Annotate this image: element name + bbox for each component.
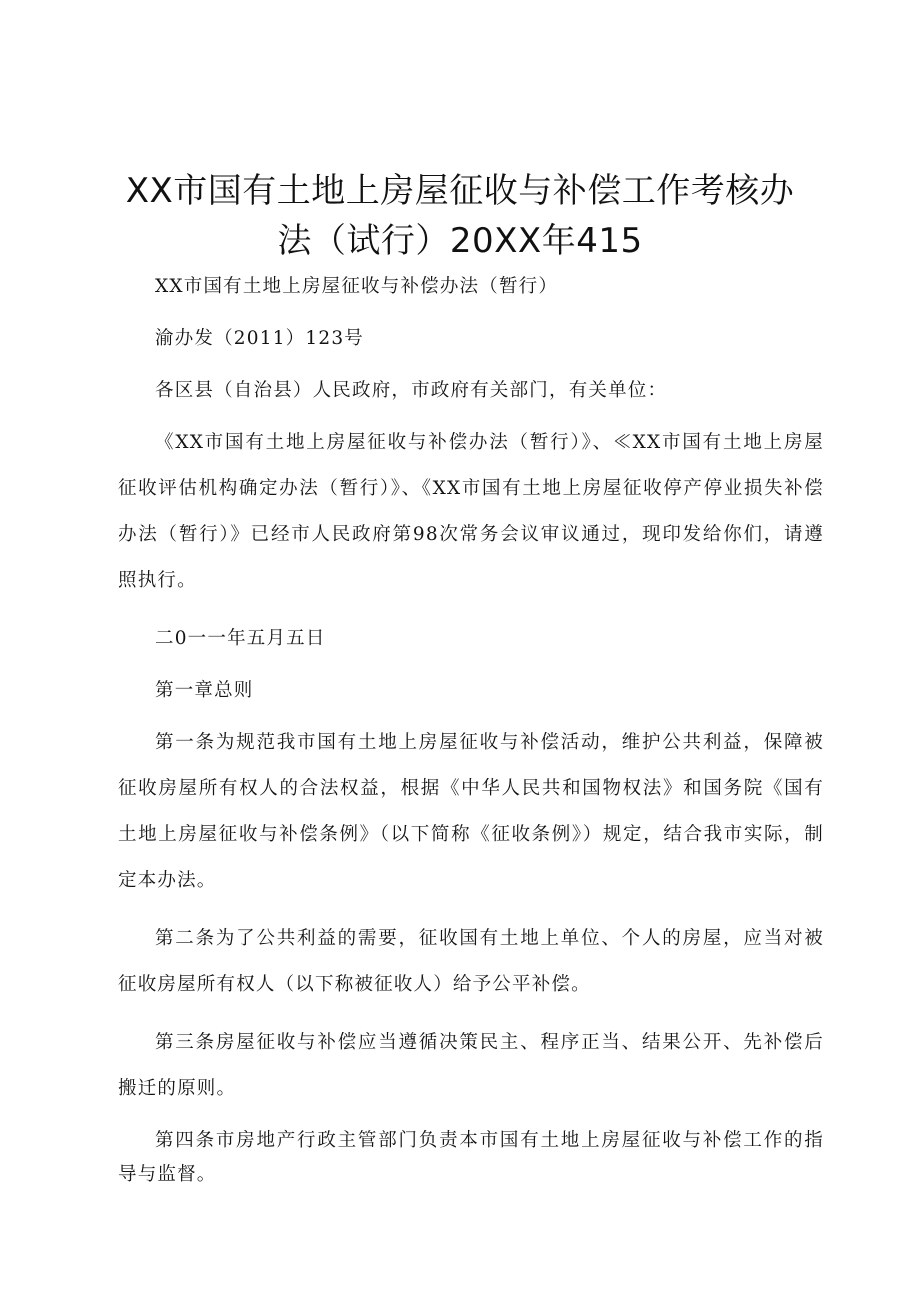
paragraph-date: 二0一一年五月五日 xyxy=(155,628,326,649)
chapter-heading: 第一章总则 xyxy=(155,680,254,701)
article-4: 第四条市房地产行政主管部门负责本市国有土地上房屋征收与补偿工作的指导与监督。 xyxy=(118,1130,824,1185)
paragraph-recipients: 各区县（自治县）人民政府，市政府有关部门，有关单位： xyxy=(155,380,668,401)
paragraph-document-number: 渝办发（2011）123号 xyxy=(155,328,364,349)
article-2: 第二条为了公共利益的需要，征收国有土地上单位、个人的房屋，应当对被征收房屋所有权人（以下称被征收人）给予公平补偿。 xyxy=(118,928,824,995)
title-line-2: 法（试行）20XX年415 xyxy=(277,221,643,261)
article-1: 第一条为规范我市国有土地上房屋征收与补偿活动，维护公共利益，保障被征收房屋所有权人的合法权益，根据《中华人民共和国物权法》和国务院《国有土地上房屋征收与补偿条例》（以下简称《征收条例》）规定，结合我市实际，制定本办法。 xyxy=(118,732,824,891)
title-line-1: XX市国有土地上房屋征收与补偿工作考核办 xyxy=(125,171,795,211)
document-title xyxy=(100,166,820,266)
document-body xyxy=(118,264,824,1192)
article-3: 第三条房屋征收与补偿应当遵循决策民主、程序正当、结果公开、先补偿后搬迁的原则。 xyxy=(118,1032,824,1099)
paragraph-notice-title: XX市国有土地上房屋征收与补偿办法（暂行） xyxy=(155,276,559,297)
paragraph-announcement: 《XX市国有土地上房屋征收与补偿办法（暂行）》、≪XX市国有土地上房屋征收评估机构确定办法（暂行）》、《XX市国有土地上房屋征收停产停业损失补偿办法（暂行）》已经市人民政府第98次常务会议审议通过，现印发给你们，请遵照执行。 xyxy=(118,432,824,591)
